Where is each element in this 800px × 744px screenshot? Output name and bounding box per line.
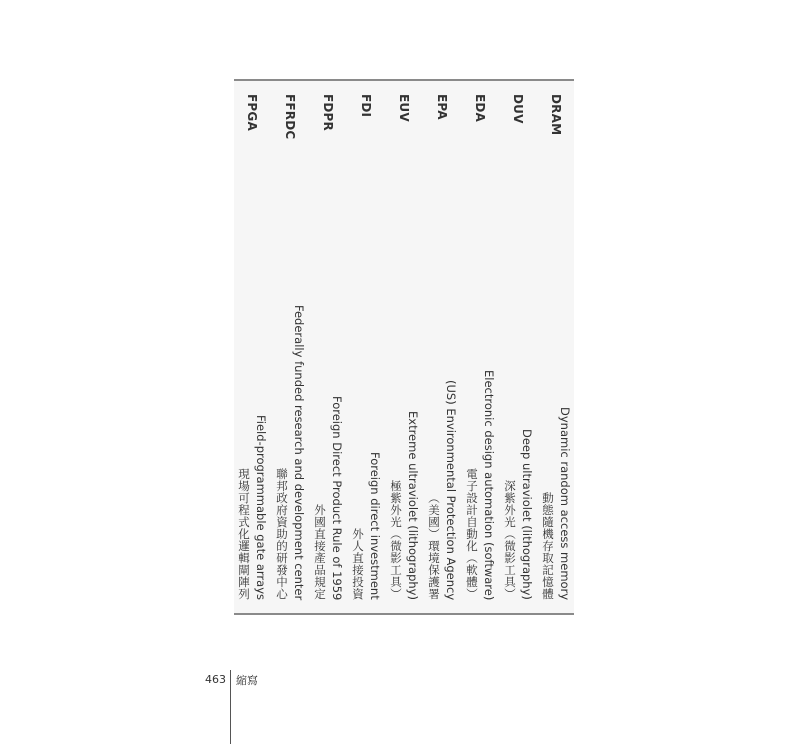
section-label: 縮寫: [236, 674, 258, 687]
abbreviation: FFRDC: [283, 94, 297, 140]
definition-chinese: 動態隨機存取記憶體: [541, 492, 555, 600]
definition-english: Field-programmable gate arrays: [254, 415, 268, 600]
table-row: [538, 80, 574, 613]
definition-english: Foreign direct investment: [368, 452, 382, 600]
definition-english: Extreme ultraviolet (lithography): [406, 411, 420, 600]
table-row: [424, 80, 460, 613]
abbreviation: DUV: [511, 94, 525, 124]
definition-english: Electronic design automation (software): [482, 369, 496, 600]
definition-english: Deep ultraviolet (lithography): [520, 429, 534, 600]
definition-english: Dynamic random access memory: [558, 406, 572, 600]
table-row: [272, 80, 308, 613]
definition-chinese: 聯邦政府資助的研發中心: [275, 468, 289, 600]
abbreviation: FDI: [359, 94, 373, 118]
definition-chinese: 深紫外光（微影工具）: [503, 480, 517, 600]
definition-chinese: （美國）環境保護署: [427, 492, 441, 600]
definition-english: Federally funded research and development center: [292, 304, 306, 600]
footer-divider: [230, 670, 231, 744]
definition-chinese: 外國直接產品規定: [313, 504, 327, 600]
definition-english: Foreign Direct Product Rule of 1959: [330, 395, 344, 600]
table-bottom-rule: [234, 613, 574, 615]
definition-chinese: 外人直接投資: [351, 528, 365, 600]
abbreviation: EDA: [473, 94, 487, 123]
abbreviation: FDPR: [321, 94, 335, 131]
definition-chinese: 現場可程式化邏輯閘陣列: [237, 468, 251, 600]
table-row: [310, 80, 346, 613]
abbreviation: EUV: [397, 94, 411, 122]
abbreviation-table: [234, 80, 574, 613]
table-row: [348, 80, 384, 613]
table-row: [462, 80, 498, 613]
table-row: [500, 80, 536, 613]
definition-english: (US) Environmental Protection Agency: [444, 379, 458, 600]
definition-chinese: 極紫外光（微影工具）: [389, 480, 403, 600]
abbreviation: FPGA: [245, 94, 259, 131]
abbreviation: EPA: [435, 94, 449, 120]
table-row: [234, 80, 270, 613]
definition-chinese: 電子設計自動化（軟體）: [465, 468, 479, 600]
page-number: 463: [205, 673, 226, 686]
abbreviation: DRAM: [549, 94, 563, 136]
table-row: [386, 80, 422, 613]
